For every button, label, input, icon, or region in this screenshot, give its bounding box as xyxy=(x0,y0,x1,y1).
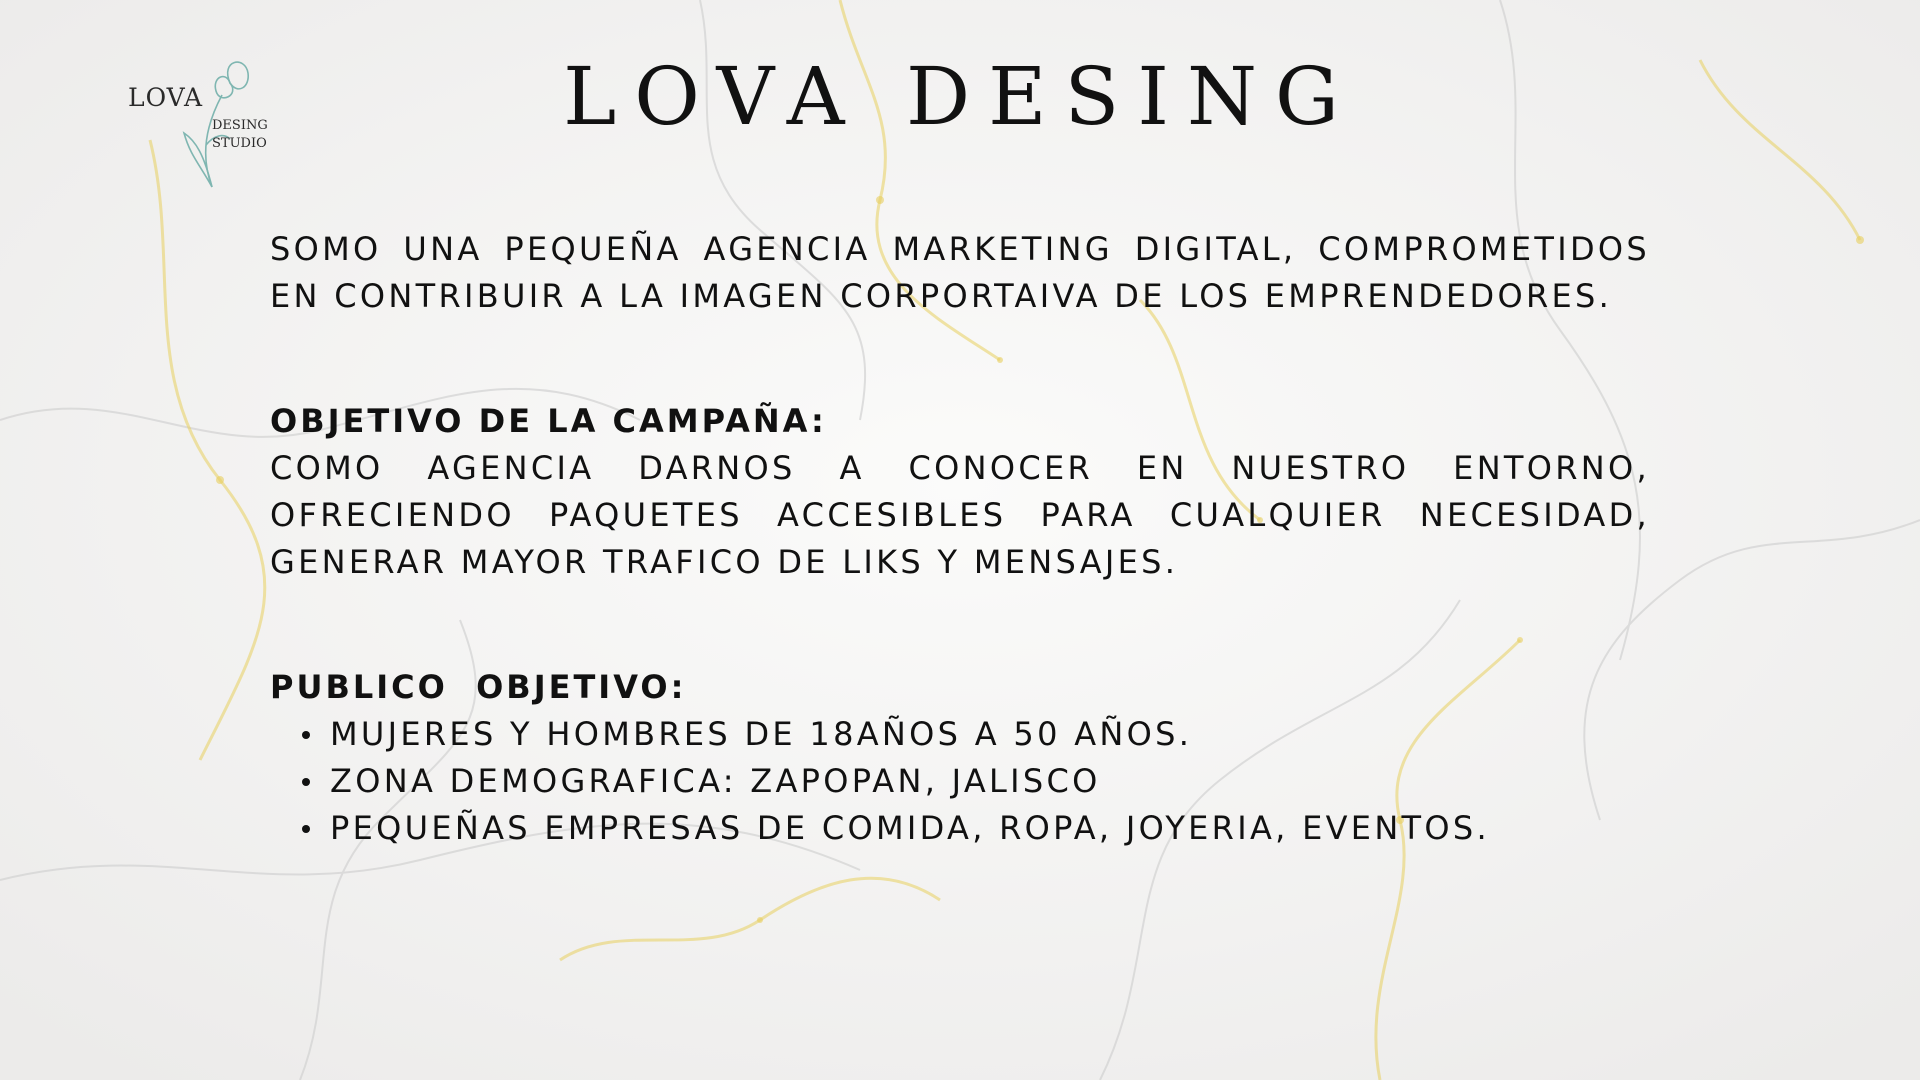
spacer xyxy=(270,320,1650,398)
logo-wordmark: LOVA xyxy=(128,83,204,112)
bullet-icon xyxy=(302,731,310,739)
logo-subtitle xyxy=(212,117,268,153)
objective-paragraph: COMO AGENCIA DARNOS A CONOCER EN NUESTRO ENTORNO, OFRECIENDO PAQUETES ACCESIBLES PARA CUALQUIER NECESIDAD, GENERAR MAYOR TRAFICO DE LIKS Y MENSAJES. xyxy=(270,449,1650,581)
logo-line-1: DESING xyxy=(212,118,268,133)
audience-heading: PUBLICO OBJETIVO: xyxy=(270,668,687,706)
objective-heading: OBJETIVO DE LA CAMPAÑA: xyxy=(270,402,827,440)
audience-list xyxy=(270,711,1650,852)
intro-paragraph: SOMO UNA PEQUEÑA AGENCIA MARKETING DIGITAL, COMPROMETIDOS EN CONTRIBUIR A LA IMAGEN CORPORTAIVA DE LOS EMPRENDEDORES. xyxy=(270,230,1650,315)
logo-line-2: STUDIO xyxy=(212,136,267,151)
slide-content xyxy=(270,226,1650,852)
list-item-text: ZONA DEMOGRAFICA: ZAPOPAN, JALISCO xyxy=(330,762,1101,800)
list-item xyxy=(270,711,1650,758)
spacer xyxy=(270,586,1650,664)
list-item-text: MUJERES Y HOMBRES DE 18AÑOS A 50 AÑOS. xyxy=(330,715,1193,753)
bullet-icon xyxy=(302,778,310,786)
list-item-text: PEQUEÑAS EMPRESAS DE COMIDA, ROPA, JOYERIA, EVENTOS. xyxy=(330,809,1490,847)
list-item xyxy=(270,805,1650,852)
page-title: LOVA DESING xyxy=(563,50,1357,143)
bullet-icon xyxy=(302,825,310,833)
list-item xyxy=(270,758,1650,805)
brand-logo xyxy=(120,55,280,190)
